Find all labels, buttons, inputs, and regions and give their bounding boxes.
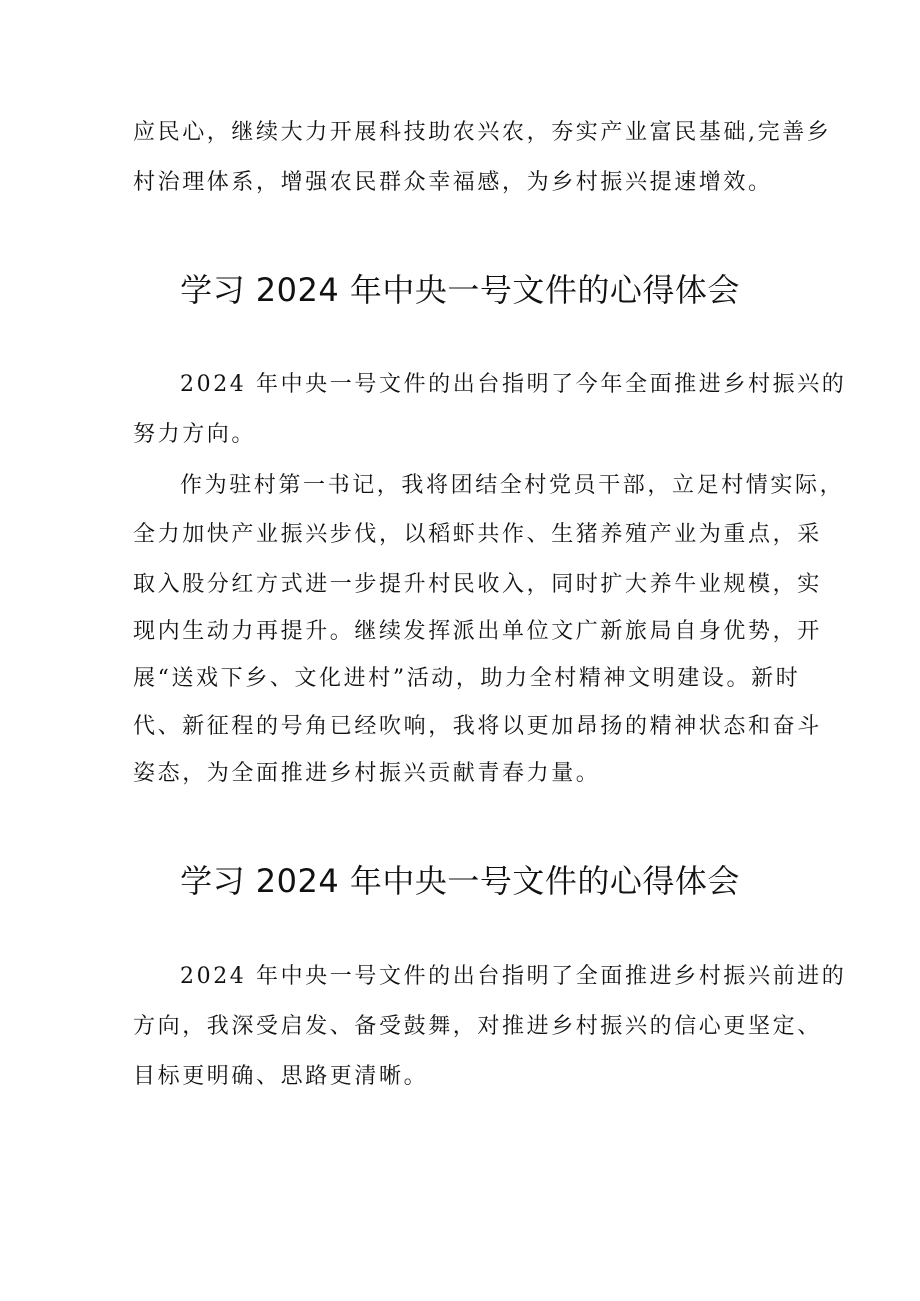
section2-para1-line-3: 目标更明确、思路更清晰。 bbox=[133, 1064, 429, 1089]
section1-para2-line-1: 作为驻村第一书记，我将团结全村党员干部，立足村情实际， bbox=[180, 473, 845, 498]
intro-line-2: 村治理体系，增强农民群众幸福感，为乡村振兴提速增效。 bbox=[133, 170, 773, 195]
section1-para2-line-6: 代、新征程的号角已经吹响，我将以更加昂扬的精神状态和奋斗 bbox=[133, 714, 822, 739]
section2-para1-line-2: 方向，我深受启发、备受鼓舞，对推进乡村振兴的信心更坚定、 bbox=[133, 1014, 822, 1039]
section1-para1-line-1: 2024 年中央一号文件的出台指明了今年全面推进乡村振兴的 bbox=[180, 372, 847, 397]
section2-title: 学习 2024 年中央一号文件的心得体会 bbox=[180, 862, 740, 900]
section1-para2-line-5: 展“送戏下乡、文化进村”活动，助力全村精神文明建设。新时 bbox=[133, 666, 801, 691]
intro-line-1: 应民心，继续大力开展科技助农兴农，夯实产业富民基础,完善乡 bbox=[133, 120, 832, 145]
section1-para1-line-2: 努力方向。 bbox=[133, 422, 257, 447]
section1-title: 学习 2024 年中央一号文件的心得体会 bbox=[180, 271, 740, 309]
section1-para2-line-3: 取入股分红方式进一步提升村民收入，同时扩大养牛业规模，实 bbox=[133, 572, 822, 597]
section1-para2-line-4: 现内生动力再提升。继续发挥派出单位文广新旅局自身优势，开 bbox=[133, 619, 822, 644]
section1-para2-line-2: 全力加快产业振兴步伐，以稻虾共作、生猪养殖产业为重点，采 bbox=[133, 522, 822, 547]
section1-para2-line-7: 姿态，为全面推进乡村振兴贡献青春力量。 bbox=[133, 761, 601, 786]
section2-para1-line-1: 2024 年中央一号文件的出台指明了全面推进乡村振兴前进的 bbox=[180, 964, 847, 989]
